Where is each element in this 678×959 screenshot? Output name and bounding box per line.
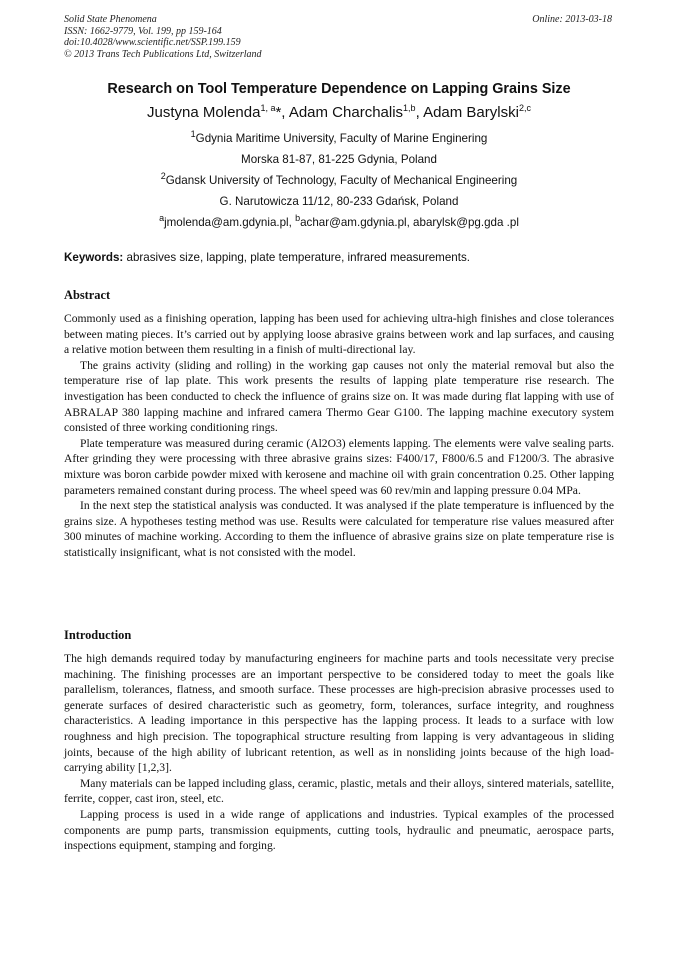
author-name: Adam Barylski [423,104,519,121]
copyright-line: © 2013 Trans Tech Publications Ltd, Switzerland [64,48,262,60]
author-emails [0,213,678,229]
keywords-text: abrasives size, lapping, plate temperature, infrared measurements. [123,251,470,264]
author-separator: *, [275,104,289,121]
author-separator: , [415,104,424,121]
abstract-paragraph: Plate temperature was measured during ceramic (Al2O3) elements lapping. The elements were valve sealing parts. After grinding they were processing with three abrasive grains sizes: F400/17, F800/6.5 and F1200/3. The abrasive mixture was boron carbide powder mixed with kerosene and machine oil with grain concentration 0.25. Other lapping parameters remained constant during process. The wheel speed was 60 rev/min and lapping pressure 0.04 MPa. [64,436,614,497]
affiliation-1-address: Morska 81-87, 81-225 Gdynia, Poland [241,153,437,166]
email-mark: b [295,213,301,224]
email-text: jmolenda@am.gdynia.pl, [164,216,296,229]
author-affiliation-mark: 1, a [260,103,276,113]
introduction-body [64,651,614,854]
affiliation-text: Gdansk University of Technology, Faculty of Mechanical Engineering [165,174,518,187]
introduction-paragraph: Lapping process is used in a wide range of applications and industries. Typical examples of the processed components are pump parts, transmission equipments, cutting tools, hydraulic and pneumatic, aerospace parts, inspections equipment, stamping and forging. [64,807,614,853]
affiliation-text: Gdynia Maritime University, Faculty of Marine Enginering [195,132,488,145]
author-name: Adam Charchalis [288,104,404,121]
author-list [0,104,678,121]
affiliation-1-institution [0,129,678,145]
author-affiliation-mark: 2,c [518,103,531,113]
doi-line: doi:10.4028/www.scientific.net/SSP.199.159 [64,37,241,49]
abstract-heading: Abstract [64,288,111,302]
email-text: achar@am.gdynia.pl, abarylsk@pg.gda .pl [300,216,519,229]
introduction-paragraph: Many materials can be lapped including glass, ceramic, plastic, metals and their alloys, sintered materials, satellite, ferrite, copper, cast iron, steel, etc. [64,776,614,806]
keywords-label: Keywords: [64,251,124,264]
introduction-heading: Introduction [64,628,132,642]
abstract-paragraph: The grains activity (sliding and rolling) in the working gap causes not only the material removal but also the temperature rise of lap plate. This work presents the results of lapping plate temperature rise research. The investigation has been conducted to check the influence of grains size on. It was made during flat lapping with use of ABRALAP 380 lapping machine and infrared camera Thermo Gear G100. The lapping machine executory system consisted of three working conditioning rings. [64,358,614,435]
issn-line: ISSN: 1662-9779, Vol. 199, pp 159-164 [64,25,222,37]
author-name: Justyna Molenda [147,104,261,121]
keywords [64,251,616,264]
online-date: Online: 2013-03-18 [532,14,612,25]
introduction-paragraph: The high demands required today by manufacturing engineers for machine parts and tools necessitate very precise machining. The finishing processes are an important perspective to be considered today to meet the goals like parallelism, tolerances, flatness, and smooth surface. These processes are high-precision abrasive processes used to generate surfaces of desired characteristic such as geometry, form, tolerances, surface integrity, and roughness characteristics. A leading importance in this perspective has the lapping process. It leads to a surface with low roughness and high precision. The topographical structure resulting from lapping is very advantageous in sliding joints, because of the high ability of lubricant retention, as well as in nonsliding joints because of the high load-carrying ability [1,2,3]. [64,652,614,775]
email-mark: a [159,213,165,224]
paper-title: Research on Tool Temperature Dependence on Lapping Grains Size [107,81,571,97]
affiliation-mark: 1 [190,129,196,140]
affiliation-mark: 2 [160,171,166,182]
abstract-paragraph: Commonly used as a finishing operation, lapping has been used for achieving ultra-high finishes and close tolerances between mating pieces. It’s carried out by applying loose abrasive grains between work and lap surfaces, and causing a relative motion between them resulting in a finish of multi-directional lay. [64,312,614,357]
journal-header [64,14,262,60]
affiliation-2-institution [0,171,678,187]
affiliation-2-address: G. Narutowicza 11/12, 80-233 Gdańsk, Poland [219,195,459,208]
journal-name: Solid State Phenomena [64,14,157,25]
author-affiliation-mark: 1,b [403,103,416,113]
abstract-paragraph: In the next step the statistical analysis was conducted. It was analysed if the plate temperature is influenced by the grains size. A hypotheses testing method was use. Results were calculated for temperature rise values measured after 300 minutes of machine working. According to them the influence of abrasive grains size on plate temperature rise is statistically insignificant, what is not consisted with the model. [64,499,614,559]
abstract-body [64,311,614,561]
